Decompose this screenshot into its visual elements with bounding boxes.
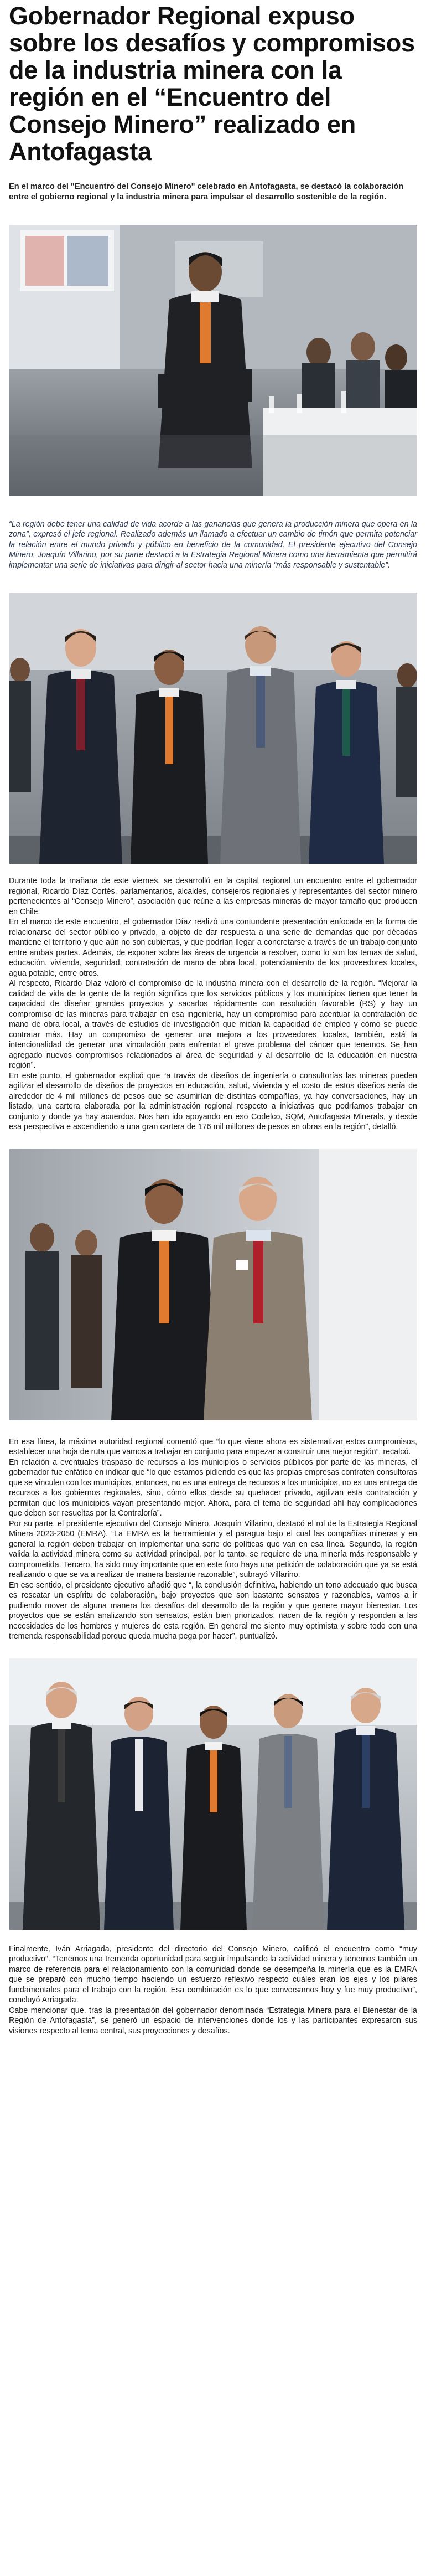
paragraph: Finalmente, Iván Arriagada, presidente del directorio del Consejo Minero, calificó el encuentro como “muy productivo”. “Tenemos una tremenda oportunidad para seguir impulsando la actividad minera y tenemos también un marco de referencia para el relacionamiento con la comunidad donde se desempeña la minería que es la EMRA que se preparó con mucho tiempo haciendo un esfuerzo reflexivo respecto cuáles eran los ejes y los pilares fundamentales para el trabajo con la región. Esa combinación es lo que conversamos hoy y fue muy productivo”, concluyó Arriagada. <box>9 1944 417 2005</box>
photo-group-four-image <box>9 593 417 864</box>
article-lead: En el marco del "Encuentro del Consejo Minero" celebrado en Antofagasta, se destacó la colaboración entre el gobierno regional y la industria minera para impulsar el desarrollo sostenible de la región. <box>9 182 404 202</box>
paragraph: Cabe mencionar que, tras la presentación del gobernador denominada “Estrategia Minera para el Bienestar de la Región de Antofagasta”, se generó un espacio de intervenciones donde los y las participantes expresaron sus visiones respecto al tema central, sus proyecciones y desafíos. <box>9 2006 417 2036</box>
article-title: Gobernador Regional expuso sobre los desafíos y compromisos de la industria minera con la región en el “Encuentro del Consejo Minero” realizado en Antofagasta <box>9 2 415 166</box>
paragraph: En ese sentido, el presidente ejecutivo añadió que “, la conclusión definitiva, habiendo un tono adecuado que busca es rescatar un espíritu de colaboración, bajo proyectos que son bastante sensatos y razonables, vamos a ir pudiendo mover de alguna manera los desafíos del desarrollo de la región y que genere mayor bienestar. Los proyectos que se están analizando son sensatos, están bien priorizados, nacen de la región y responden a las necesidades de los hombres y mujeres de esta región. En general me siento muy optimista y sobre todo con una tremenda responsabilidad porque queda mucha pega por hacer”, puntualizó. <box>9 1580 417 1641</box>
paragraph: Al respecto, Ricardo Díaz valoró el compromiso de la industria minera con el desarrollo de la región. “Mejorar la calidad de vida de la gente de la región significa que los servicios públicos y los municipios tienen que tener la capacidad de diseñar grandes proyectos y sacarlos rápidamente con resolución favorable (RS) y hay un compromiso de las mineras para trabajar en esa ingeniería, hay un compromiso para acentuar la contratación de mano de obra local, a través de estudios de investigación que midan la capacidad de empleo y cómo se puede contratar más. Hay un compromiso de generar una mejora a los proveedores locales, también, está la intencionalidad de generar una vinculación para enfrentar el grave problema del cáncer que tenemos. Se han agregado nuevos compromisos relacionados al área de seguridad y al desarrollo de la educación en nuestra región”. <box>9 979 417 1070</box>
photo-speaker-image <box>9 225 417 496</box>
paragraph: En relación a eventuales traspaso de recursos a los municipios o servicios públicos por parte de las mineras, el gobernador fue enfático en indicar que “lo que estamos pidiendo es que las propias empresas contraten consultoras que se vinculen con los municipios, entonces, no es una entrega de recursos a los municipios, no es una entrega de recursos a los gobiernos regionales, sino, cómo ellos desde su quehacer privado, agilizan esta contratación y permitan que los municipios vayan presentando mejor. Ahora, para el tema de seguridad ahí hay complicaciones que deben ser resueltas por la Contraloría”. <box>9 1457 417 1518</box>
photo-group-five <box>9 1658 417 1930</box>
paragraph: Durante toda la mañana de este viernes, se desarrolló en la capital regional un encuentro entre el gobernador regional, Ricardo Díaz Cortés, parlamentarios, alcaldes, consejeros regionales y representantes del sector minero pertenecientes al “Consejo Minero”, asociación que reúne a las empresas mineras de mayor tamaño que producen en Chile. <box>9 877 417 916</box>
photo-group-five-image <box>9 1658 417 1930</box>
paragraph: En el marco de este encuentro, el gobernador Díaz realizó una contundente presentación enfocada en la forma de relacionarse del sector público y privado, a objeto de dar respuesta a una serie de demandas que por décadas mantiene el territorio y que aún no son cubiertas, y que podrían llegar a concretarse a través de un trabajo conjunto entre ambas partes. Además, de exponer sobre las áreas de urgencia a resolver, como lo son los temas de salud, educación, vivienda, seguridad, contratación de mano de obra local, potenciamiento de los proveedores locales, agua potable, entre otros. <box>9 918 417 978</box>
photo-governor-and-executive <box>9 1149 417 1420</box>
photo-speaker-presentation <box>9 225 417 496</box>
photo-group-four <box>9 593 417 864</box>
photo-duo-image <box>9 1149 417 1420</box>
paragraph: En esa línea, la máxima autoridad regional comentó que “lo que viene ahora es sistematizar estos compromisos, establecer una hoja de ruta que vamos a trabajar en conjunto para empezar a construir una mejor región”, recalcó. <box>9 1437 417 1457</box>
article-section-2 <box>9 1437 417 1642</box>
article-section-3 <box>9 1944 417 2037</box>
paragraph: En este punto, el gobernador explicó que “a través de diseños de ingeniería o consultorías las mineras pueden agilizar el desarrollo de diseños de proyectos en educación, salud, vivienda y el costo de estos diseños sería de alrededor de 4 mil millones de pesos que se asumirían de distintas compañías, ya hay conversaciones, hay un listado, una cartera elaborada por la administración regional respecto a iniciativas que podríamos trabajar en conjunto y donde ya hay acuerdos. Nos han ido apoyando en eso Codelco, SQM, Antofagasta Minerals, y desde esa perspectiva e ascendiendo a una gran cartera de 176 mil millones de pesos en obras en la región”, detalló. <box>9 1071 417 1132</box>
article-section-1 <box>9 876 417 1132</box>
article-quote: “La región debe tener una calidad de vida acorde a las ganancias que genera la producción minera que opera en la zona”, expresó el jefe regional. Realizado además un llamado a efectuar un cambio de timón que permita potenciar la relación entre el mundo privado y público en beneficio de la comunidad. El presidente ejecutivo del Consejo Minero, Joaquín Villarino, por su parte destacó a la Estrategia Regional Minera como una herramienta que permitirá implementar una serie de iniciativas para dirigir al sector hacia una minería “más responsable y sustentable”. <box>9 520 417 570</box>
paragraph: Por su parte, el presidente ejecutivo del Consejo Minero, Joaquín Villarino, destacó el rol de la Estrategia Regional Minera 2023-2050 (EMRA). “La EMRA es la herramienta y el paragua bajo el cual las compañías mineras y en general la región deben trabajar en implementar una serie de políticas que van en esa línea. Segundo, la región valida la actividad minera como su actividad principal, por lo tanto, se requiere de una minería más responsable y comprometida. Tercero, ha sido muy importante que en este foro haya una petición de colaboración que ya se está realizando o que se va a realizar de manera bastante razonable”, subrayó Villarino. <box>9 1519 417 1580</box>
